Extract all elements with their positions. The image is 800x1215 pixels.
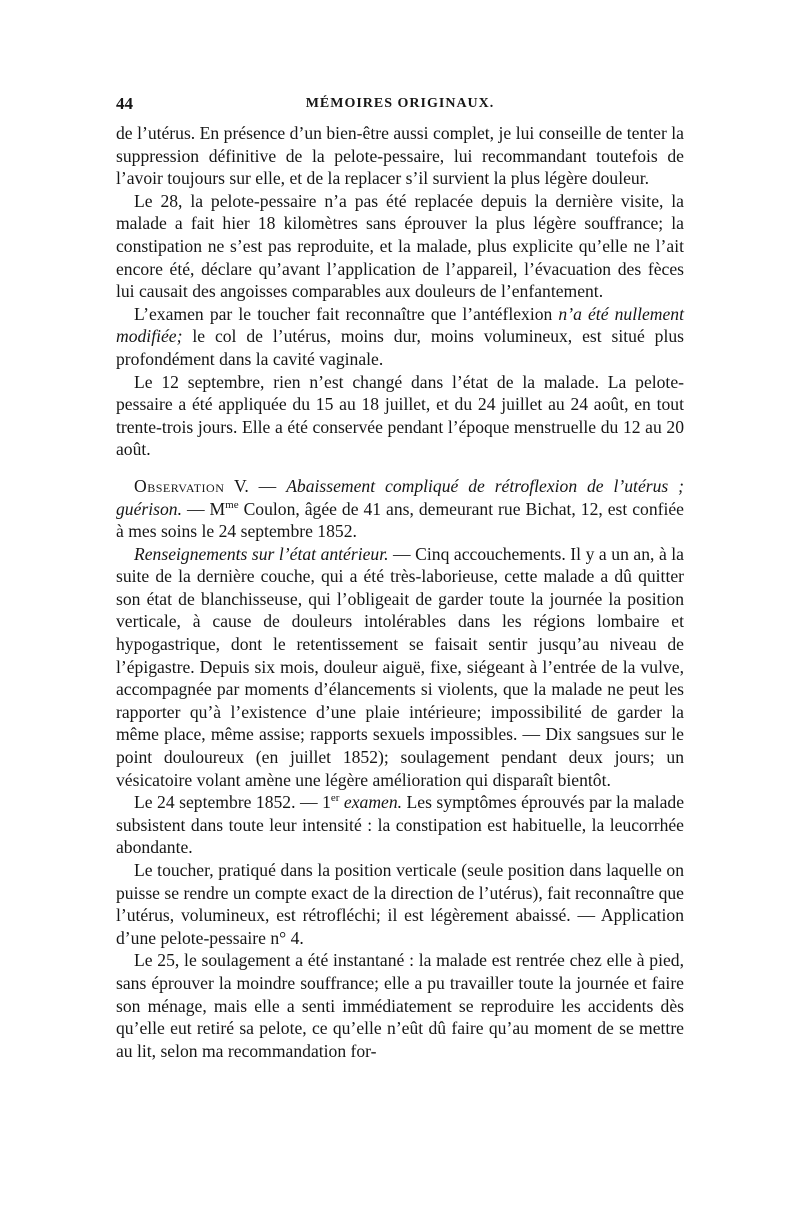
observation-title: Abaissement compliqué de rétroflexion de l’utérus ; guérison. [116, 475, 684, 519]
superscript: me [225, 498, 239, 511]
paragraph: Le 25, le soulagement a été instantané : la malade est rentrée chez elle à pied, sans éprouver la moindre souffrance; elle a pu travailler toute la journée et faire son ménage, mais elle a senti immédiatement se reproduire les accidents dès qu’elle eut retiré sa pelote, ce qu’elle n’eût dû faire qu’au moment de se mettre au lit, selon ma recommandation for- [116, 950, 684, 1061]
observation-number: V. — [224, 475, 287, 496]
page-header [116, 94, 684, 122]
superscript: er [330, 792, 340, 805]
book-page [116, 94, 684, 1062]
observation-label: Observation [134, 475, 225, 496]
paragraph: Le 12 septembre, rien n’est changé dans l’état de la malade. La pelote-pessaire a été appliquée du 15 au 18 juillet, et du 24 juillet au 24 août, en tout trente-trois jours. Elle a été conservée pendant l’époque menstruelle du 12 au 20 août. [116, 371, 684, 460]
observation-heading [116, 475, 684, 543]
paragraph: Le 28, la pelote-pessaire n’a pas été replacée depuis la dernière visite, la malade a fait hier 18 kilomètres sans éprouver la plus légère souffrance; la constipation ne s’est pas reproduite, et la malade, plus explicite qu’elle ne l’ait encore été, déclare qu’avant l’application de l’appareil, l’évacuation des fèces lui causait des angoisses comparables aux douleurs de l’enfantement. [116, 190, 684, 302]
text-run: L’examen par le toucher fait reconnaître que l’antéflexion [134, 303, 559, 324]
paragraph [116, 543, 684, 792]
text-run: le col de l’utérus, moins dur, moins volumineux, est situé plus profondément dans la cavité vaginale. [116, 326, 684, 369]
text-run: Les symptômes éprouvés par la malade subsistent dans toute leur intensité : la constipation est habituelle, la leucorrhée abondante. [116, 792, 685, 858]
text-run: — Cinq accouchements. Il y a un an, à la suite de la dernière couche, qui a été très-laborieuse, cette malade a dû quitter son état de blanchisseuse, qui l’obligeait de garder toute la journée la position verticale, à cause de douleurs intolérables dans les régions lombaire et hypogastrique, dont le retentissement se faisait sentir jusqu’au niveau de l’épigastre. Depuis six mois, douleur aiguë, fixe, siégeant à l’entrée de la vulve, accompagnée par moments d’élancements si violents, que la malade ne peut les rapporter qu’à l’existence d’une plaie intérieure; impossibilité de garder la même place, même assise; rapports sexuels impossibles. — Dix sangsues sur le point douloureux (en juillet 1852); soulagement pendant deux jours; un vésicatoire volant amène une légère amélioration qui disparaît bientôt. [116, 543, 684, 790]
running-title: MÉMOIRES ORIGINAUX. [305, 96, 495, 111]
text-run: — M [181, 498, 226, 519]
text-run: Le 24 septembre 1852. — 1 [134, 792, 331, 813]
paragraph [116, 791, 684, 859]
page-number: 44 [116, 94, 133, 113]
paragraph: de l’utérus. En présence d’un bien-être aussi complet, je lui conseille de tenter la suppression définitive de la pelote-pessaire, lui recommandant toutefois de l’avoir toujours sur elle, et de la replacer s’il survient la plus légère douleur. [116, 123, 684, 189]
body-text [116, 122, 684, 1062]
section-heading: Renseignements sur l’état antérieur. [134, 543, 389, 564]
italic-run: n’a été nullement modifiée; [116, 303, 684, 347]
paragraph [116, 303, 684, 371]
italic-run: examen. [339, 792, 403, 813]
text-run: Coulon, âgée de 41 ans, demeurant rue Bichat, 12, est confiée à mes soins le 24 septembre 1852. [116, 498, 684, 542]
paragraph: Le toucher, pratiqué dans la position verticale (seule position dans laquelle on puisse se rendre un compte exact de la direction de l’utérus), fait reconnaître que l’utérus, volumineux, est rétrofléchi; il est légèrement abaissé. — Application d’une pelote-pessaire n° 4. [116, 860, 684, 948]
